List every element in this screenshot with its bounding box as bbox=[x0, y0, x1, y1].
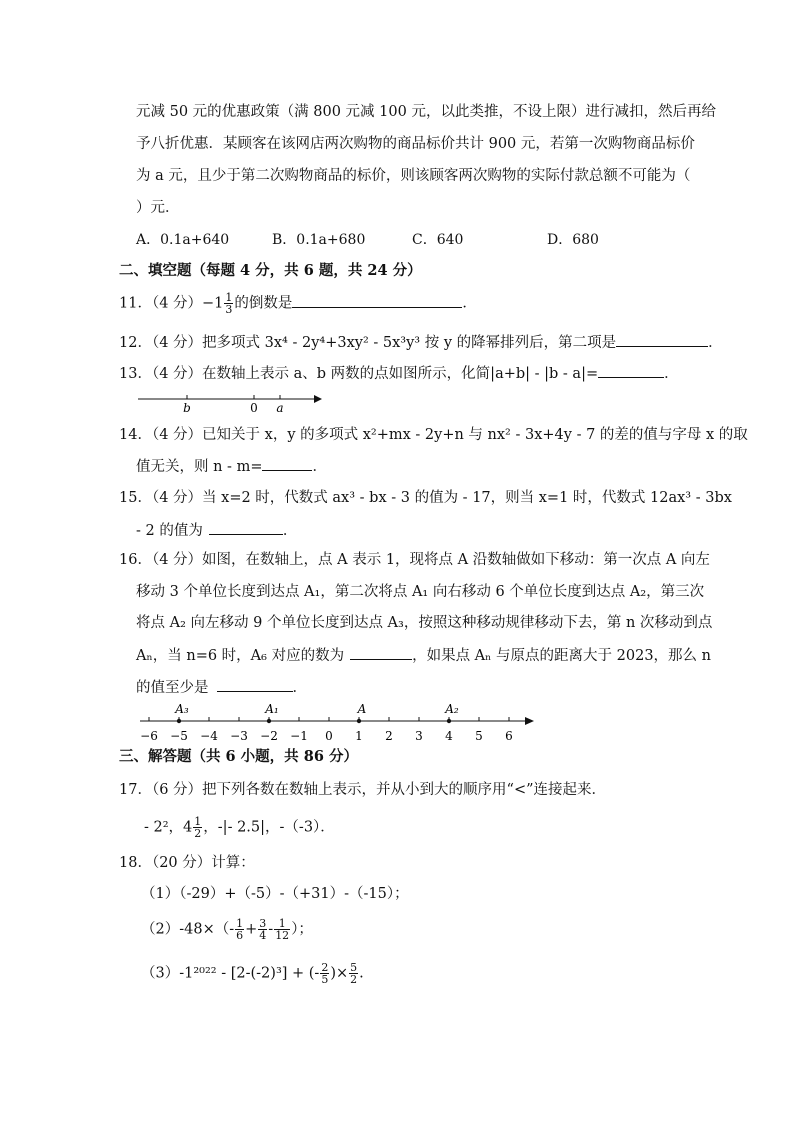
number-line-points-group bbox=[174, 702, 459, 723]
point-label: A₂ bbox=[445, 702, 459, 716]
tick-label: 2 bbox=[385, 729, 393, 743]
q12 bbox=[119, 332, 723, 353]
q11-pre: 11．（4 分）−1 bbox=[119, 295, 224, 312]
q18-p2d: ）； bbox=[291, 921, 313, 938]
q13-text: 13．（4 分）在数轴上表示 a、b 两数的点如图所示，化简|a+b| - |b - a|= bbox=[119, 366, 599, 382]
tick-label: 5 bbox=[475, 729, 483, 743]
q14-line2 bbox=[136, 456, 327, 477]
q16-line5-text: 的值至少是 bbox=[136, 680, 209, 696]
tick-label: −6 bbox=[140, 729, 158, 743]
q12-end: ． bbox=[708, 335, 723, 351]
tick-label: −2 bbox=[260, 729, 278, 743]
point-label: A₃ bbox=[175, 702, 189, 716]
label-b: b bbox=[183, 401, 191, 415]
tick-label: 0 bbox=[325, 729, 333, 743]
q18-p2a: （2）-48×（- bbox=[141, 921, 235, 938]
q10-line2: 予八折优惠．某顾客在该网店两次购物的商品标价共计 900 元，若第一次购物商品标价 bbox=[136, 136, 695, 152]
q18-frac-2-5: $\frac{2}{5}$ bbox=[321, 961, 329, 986]
number-line-arrow bbox=[314, 395, 322, 403]
tick-label: 6 bbox=[505, 729, 513, 743]
point-dot bbox=[267, 719, 271, 723]
q10-option-d: D．680 bbox=[547, 232, 599, 248]
q18-frac-5-2: $\frac{5}{2}$ bbox=[350, 961, 358, 986]
label-a: a bbox=[276, 401, 284, 415]
q17-line2a: - 2²，4 bbox=[144, 819, 193, 836]
point-dot bbox=[177, 719, 181, 723]
q12-answer-blank[interactable] bbox=[616, 332, 708, 347]
tick-label: 4 bbox=[445, 729, 453, 743]
q18-p2b: + bbox=[245, 921, 258, 938]
q11-fraction: $\frac{1}{3}$ bbox=[225, 291, 233, 316]
q16-end: ． bbox=[292, 680, 307, 696]
q15-line2-text: - 2 的值为 bbox=[136, 523, 203, 539]
point-dot bbox=[447, 719, 451, 723]
q10-option-b: B．0.1a+680 bbox=[272, 232, 366, 248]
tick-label: −1 bbox=[290, 729, 308, 743]
point-label: A bbox=[357, 702, 367, 716]
q18-p3c: . bbox=[359, 965, 364, 982]
point-dot bbox=[357, 719, 361, 723]
q15-line2 bbox=[136, 520, 297, 541]
q13 bbox=[119, 363, 679, 384]
q16-line4 bbox=[136, 645, 711, 666]
number-line-arrow bbox=[525, 717, 534, 725]
q16-line2: 移动 3 个单位长度到达点 A₁，第二次将点 A₁ 向右移动 6 个单位长度到达点 A₂，第三次 bbox=[136, 584, 705, 600]
q11-end: ． bbox=[462, 295, 477, 312]
q17-fraction: $\frac{1}{2}$ bbox=[194, 815, 202, 840]
q16-line1: 16．（4 分）如图，在数轴上，点 A 表示 1，现将点 A 沿数轴做如下移动：第一次点 A 向左 bbox=[119, 552, 710, 568]
q14-answer-blank[interactable] bbox=[262, 456, 312, 471]
tick-label: 3 bbox=[415, 729, 423, 743]
q16-line4b: ，如果点 Aₙ 与原点的距离大于 2023，那么 n bbox=[412, 648, 711, 664]
q13-end: ． bbox=[664, 366, 679, 382]
q12-text: 12．（4 分）把多项式 3x⁴ - 2y⁴+3xy² - 5x³y³ 按 y 的降幂排列后，第二项是 bbox=[119, 335, 617, 351]
q17-line1: 17．（6 分）把下列各数在数轴上表示，并从小到大的顺序用“<”连接起来． bbox=[119, 782, 607, 798]
q11 bbox=[119, 292, 477, 315]
number-line-points bbox=[136, 700, 541, 744]
tick-label: −4 bbox=[200, 729, 218, 743]
q13-answer-blank[interactable] bbox=[598, 363, 664, 378]
q18-frac-3-4: $\frac{3}{4}$ bbox=[259, 917, 267, 942]
q15-end: ． bbox=[282, 523, 298, 539]
q18-part1: （1）（-29）+（-5）-（+31）-（-15）； bbox=[141, 886, 409, 902]
q10-option-c: C．640 bbox=[412, 232, 464, 248]
q18-frac-1-6: $\frac{1}{6}$ bbox=[236, 917, 244, 942]
tick-label: 1 bbox=[355, 729, 363, 743]
q18-p3a: （3）-1²⁰²² - [2-(-2)³] + (- bbox=[141, 965, 320, 982]
tick-label: −5 bbox=[170, 729, 188, 743]
number-line-ab bbox=[136, 390, 326, 416]
q18-p3b: )× bbox=[330, 965, 349, 982]
q18-part3 bbox=[141, 962, 364, 985]
q14-line1: 14．（4 分）已知关于 x，y 的多项式 x²+mx - 2y+n 与 nx² - 3x+4y - 7 的差的值与字母 x 的取 bbox=[119, 427, 748, 443]
point-label: A₁ bbox=[265, 702, 279, 716]
section-2-heading: 二、填空题（每题 4 分，共 6 题，共 24 分） bbox=[119, 262, 422, 279]
tick-label: −3 bbox=[230, 729, 248, 743]
q14-end: ． bbox=[312, 459, 327, 475]
q18-frac-1-12: $\frac{1}{12}$ bbox=[275, 917, 290, 942]
q15-answer-blank[interactable] bbox=[209, 520, 283, 535]
q15-line1: 15．（4 分）当 x=2 时，代数式 ax³ - bx - 3 的值为 - 17，则当 x=1 时，代数式 12ax³ - 3bx bbox=[119, 490, 732, 506]
q17-line2 bbox=[144, 816, 335, 839]
q11-post: 的倒数是 bbox=[234, 295, 293, 312]
section-3-heading: 三、解答题（共 6 小题，共 86 分） bbox=[119, 748, 358, 765]
q18-part2 bbox=[141, 918, 313, 941]
label-0: 0 bbox=[250, 401, 258, 415]
q10-line4: ）元． bbox=[136, 200, 180, 216]
q16-line4a: Aₙ，当 n=6 时，A₆ 对应的数为 bbox=[136, 648, 345, 664]
q18-p2c: - bbox=[268, 921, 274, 938]
q10-line1: 元减 50 元的优惠政策（满 800 元减 100 元，以此类推，不设上限）进行减扣，然后再给 bbox=[136, 104, 716, 120]
q10-line3: 为 a 元，且少于第二次购物商品的标价，则该顾客两次购物的实际付款总额不可能为（ bbox=[136, 168, 691, 184]
q17-line2b: ，-|- 2.5|，-（-3）． bbox=[203, 819, 335, 836]
q18-heading: 18．（20 分）计算： bbox=[119, 855, 255, 871]
q16-answer-blank-2[interactable] bbox=[217, 677, 293, 692]
q14-line2-text: 值无关，则 n - m= bbox=[136, 459, 263, 475]
q16-line5 bbox=[136, 677, 307, 698]
q11-answer-blank[interactable] bbox=[292, 293, 462, 308]
q16-answer-blank-1[interactable] bbox=[350, 645, 412, 660]
q10-option-a: A．0.1a+640 bbox=[136, 232, 230, 248]
q16-line3: 将点 A₂ 向左移动 9 个单位长度到达点 A₃，按照这种移动规律移动下去，第 n 次移动到点 bbox=[136, 615, 713, 631]
